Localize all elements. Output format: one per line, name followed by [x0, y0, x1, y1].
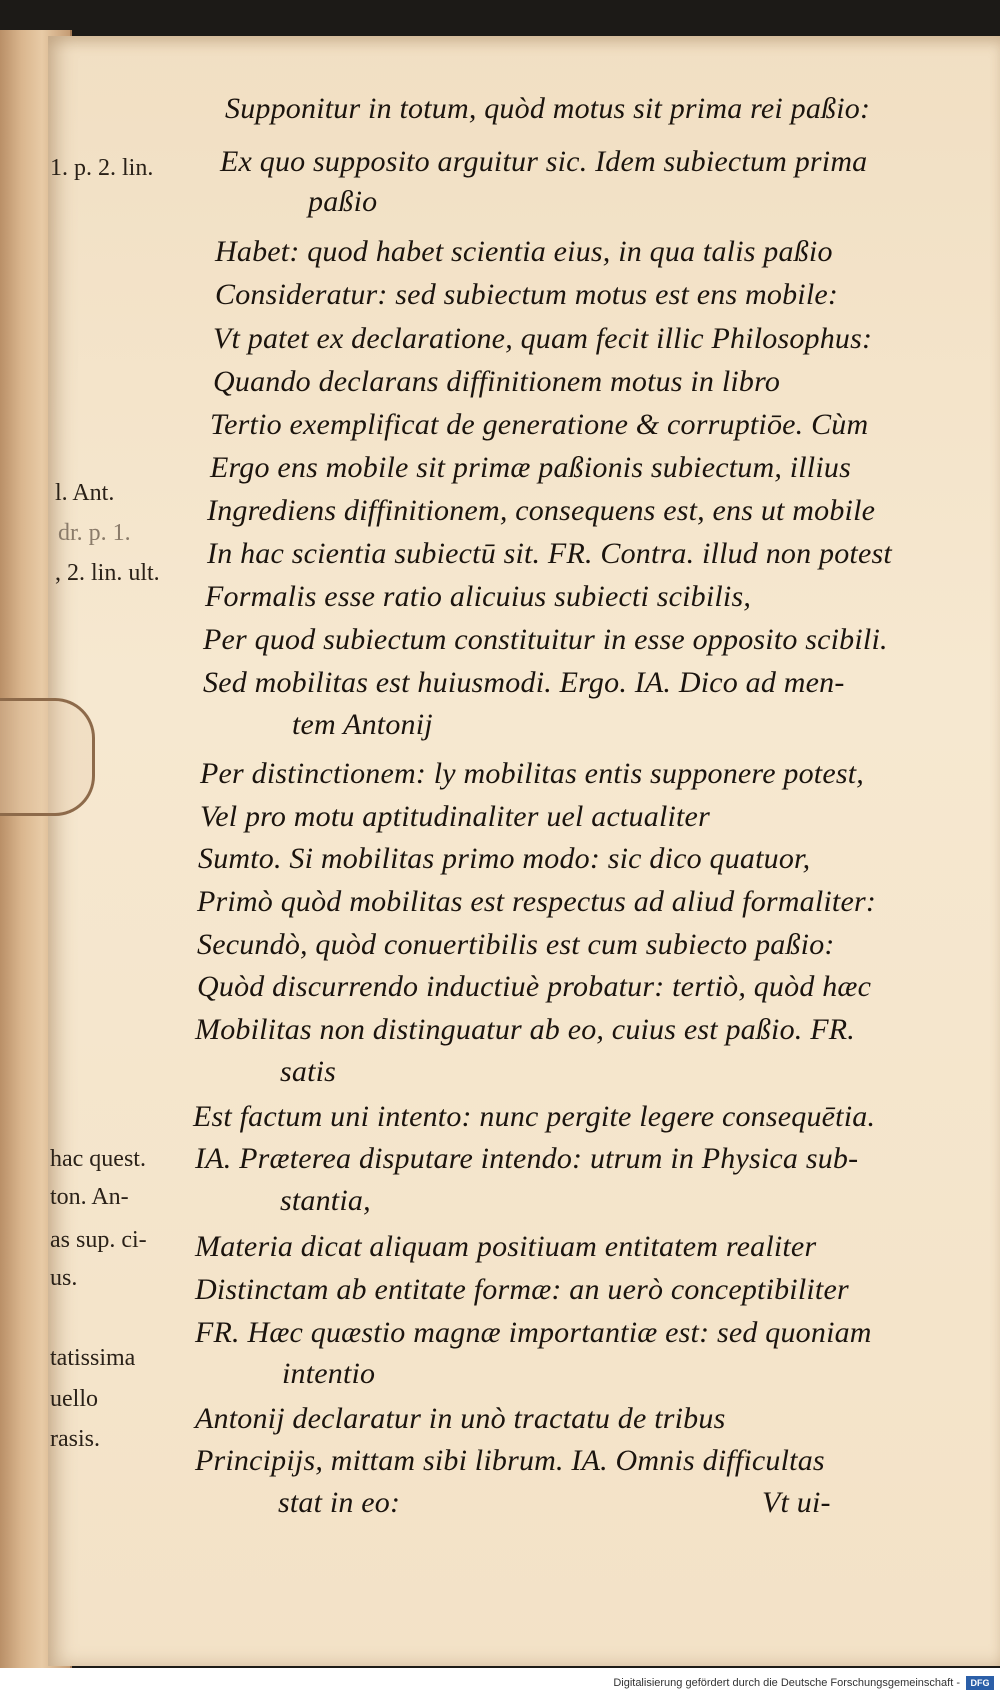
- text-line: Sed mobilitas est huiusmodi. Ergo. IA. Dico ad men-: [203, 666, 845, 699]
- text-line: Ex quo supposito arguitur sic. Idem subiectum prima: [220, 145, 868, 178]
- text-line: satis: [280, 1055, 337, 1088]
- text-line: Per distinctionem: ly mobilitas entis supponere potest,: [200, 757, 864, 790]
- text-line: Primò quòd mobilitas est respectus ad aliud formaliter:: [197, 885, 877, 918]
- dfg-logo: DFG: [966, 1676, 994, 1690]
- text-line: Supponitur in totum, quòd motus sit prima rei paßio:: [225, 92, 871, 125]
- text-line: Principijs, mittam sibi librum. IA. Omnis difficultas: [195, 1444, 825, 1477]
- text-line: Sumto. Si mobilitas primo modo: sic dico quatuor,: [198, 842, 811, 875]
- margin-note: dr. p. 1.: [58, 520, 131, 546]
- margin-note: hac quest.: [50, 1146, 146, 1172]
- text-line: Quando declarans diffinitionem motus in libro: [213, 365, 781, 398]
- text-line: Habet: quod habet scientia eius, in qua talis paßio: [215, 235, 833, 268]
- text-line: Formalis esse ratio alicuius subiecti scibilis,: [205, 580, 752, 613]
- text-line: Secundò, quòd conuertibilis est cum subiecto paßio:: [197, 928, 835, 961]
- text-line: Distinctam ab entitate formæ: an uerò conceptibiliter: [195, 1273, 849, 1306]
- text-line: paßio: [308, 185, 378, 218]
- text-line: Per quod subiectum constituitur in esse opposito scibili.: [203, 623, 888, 656]
- margin-note: tatissima: [50, 1345, 136, 1371]
- text-line: Tertio exemplificat de generatione & corruptiōe. Cùm: [210, 408, 869, 441]
- text-line: stantia,: [280, 1184, 371, 1217]
- margin-note: as sup. ci-: [50, 1227, 147, 1253]
- text-line: tem Antonij: [292, 708, 433, 741]
- margin-note: rasis.: [50, 1426, 100, 1452]
- text-line: Ingrediens diffinitionem, consequens est, ens ut mobile: [207, 494, 876, 527]
- text-line: Ergo ens mobile sit primæ paßionis subiectum, illius: [210, 451, 851, 484]
- text-line: Est factum uni intento: nunc pergite legere consequētia.: [193, 1100, 876, 1133]
- text-line: Vt ui-: [762, 1486, 831, 1519]
- margin-note: ton. An-: [50, 1184, 129, 1210]
- text-line: Materia dicat aliquam positiuam entitatem realiter: [195, 1230, 817, 1263]
- margin-note: us.: [50, 1265, 78, 1291]
- text-line: intentio: [282, 1357, 376, 1390]
- margin-note: l. Ant.: [55, 480, 115, 506]
- footer-credit: Digitalisierung gefördert durch die Deutsche Forschungsgemeinschaft -: [613, 1677, 960, 1689]
- text-line: Vel pro motu aptitudinaliter uel actualiter: [200, 800, 710, 833]
- book-clasp: [0, 698, 95, 816]
- text-line: Mobilitas non distinguatur ab eo, cuius est paßio. FR.: [195, 1013, 855, 1046]
- text-line: Vt patet ex declaratione, quam fecit illic Philosophus:: [213, 322, 873, 355]
- text-line: FR. Hæc quæstio magnæ importantiæ est: sed quoniam: [195, 1316, 872, 1349]
- margin-note: uello: [50, 1386, 98, 1412]
- text-line: IA. Præterea disputare intendo: utrum in Physica sub-: [195, 1142, 859, 1175]
- margin-note: 1. p. 2. lin.: [50, 155, 154, 181]
- text-line: In hac scientia subiectū sit. FR. Contra. illud non potest: [207, 537, 892, 570]
- text-line: Quòd discurrendo inductiuè probatur: tertiò, quòd hæc: [197, 970, 872, 1003]
- text-line: Antonij declaratur in unò tractatu de tribus: [195, 1402, 726, 1435]
- text-line: stat in eo:: [278, 1486, 401, 1519]
- margin-note: , 2. lin. ult.: [55, 560, 160, 586]
- text-line: Consideratur: sed subiectum motus est ens mobile:: [215, 278, 839, 311]
